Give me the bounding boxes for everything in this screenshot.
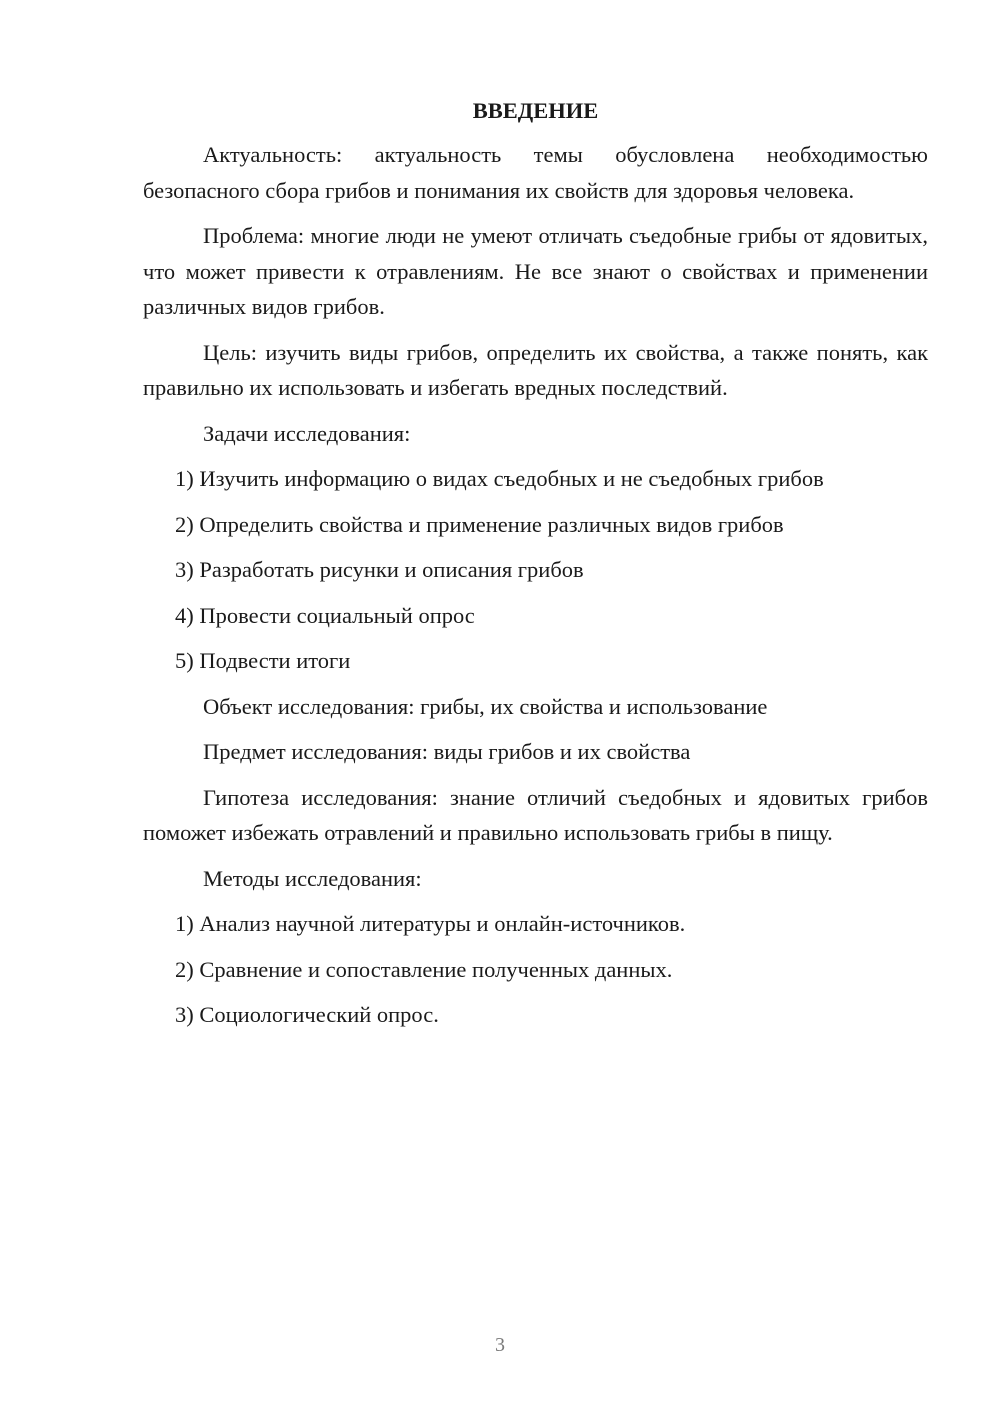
research-object: Объект исследования: грибы, их свойства и использование [203, 693, 768, 719]
research-subject: Предмет исследования: виды грибов и их свойства [203, 739, 691, 764]
relevance-paragraph: Актуальность: актуальность темы обусловлена необходимостью безопасного сбора грибов и понимания их свойств для здоровья человека. [143, 142, 928, 203]
tasks-heading: Задачи исследования: [203, 420, 411, 446]
method-item-3: 3) Социологический опрос. [175, 1002, 439, 1027]
goal-paragraph: Цель: изучить виды грибов, определить их свойства, а также понять, как правильно их использовать и избегать вредных последствий. [143, 339, 928, 400]
problem-paragraph: Проблема: многие люди не умеют отличать съедобные грибы от ядовитых, что может привести к отравлениям. Не все знают о свойствах и применении различных видов грибов. [143, 223, 928, 319]
methods-heading: Методы исследования: [203, 865, 422, 891]
section-title: ВВЕДЕНИЕ [472, 98, 599, 123]
method-item-2: 2) Сравнение и сопоставление полученных данных. [175, 956, 673, 982]
method-item-1: 1) Анализ научной литературы и онлайн-источников. [175, 911, 686, 936]
task-item-5: 5) Подвести итоги [175, 648, 351, 673]
document-body [143, 95, 928, 1043]
task-item-1: 1) Изучить информацию о видах съедобных и не съедобных грибов [175, 466, 824, 491]
hypothesis-paragraph: Гипотеза исследования: знание отличий съедобных и ядовитых грибов поможет избежать отравлений и правильно использовать грибы в пищу. [143, 784, 928, 845]
task-item-2: 2) Определить свойства и применение различных видов грибов [175, 511, 784, 537]
page-number: 3 [495, 1334, 505, 1356]
task-item-4: 4) Провести социальный опрос [175, 602, 475, 628]
task-item-3: 3) Разработать рисунки и описания грибов [175, 557, 584, 582]
